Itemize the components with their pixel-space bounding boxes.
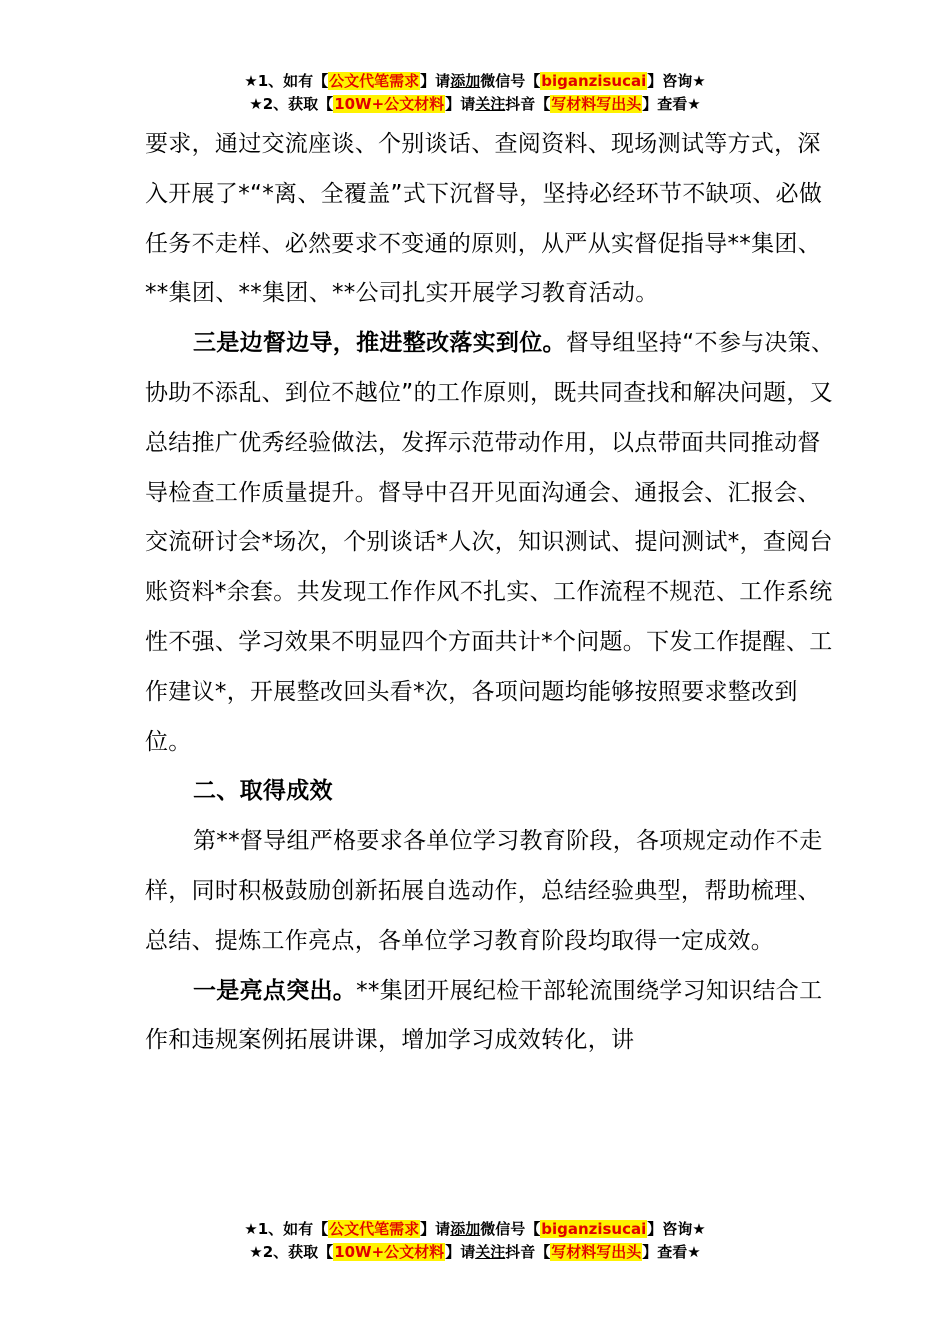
promo-text: 】咨询★ (647, 1220, 706, 1238)
paragraph-4 (145, 967, 835, 1067)
paragraph-2-text: 督导组坚持“不参与决策、协助不添乱、到位不越位”的工作原则，既共同查找和解决问题，又总结推广优秀经验做法，发挥示范带动作用，以点带面共同推动督导检查工作质量提升。督导中召开见面沟通会、通报会、汇报会、交流研讨会*场次，个别谈话*人次，知识测试、提问测试*，查阅台账资料*余套。共发现工作作风不扎实、工作流程不规范、工作系统性不强、学习效果不明显四个方面共计*个问题。下发工作提醒、工作建议*，开展整改回头看*次，各项问题均能够按照要求整改到位。 (145, 330, 835, 755)
promo-line-1 (0, 70, 950, 93)
promo-underline: 关注 (475, 1243, 506, 1261)
promo-highlight: 写材料写出头 (551, 95, 642, 113)
paragraph-4-lead: 一是亮点突出。 (193, 977, 357, 1004)
promo-text: 】请 (445, 95, 476, 113)
promo-line-1 (0, 1218, 950, 1241)
paragraph-2 (145, 319, 835, 767)
promo-text: 】请 (445, 1243, 476, 1261)
promo-text: 】请 (420, 72, 451, 90)
promo-highlight: 10W+公文材料 (334, 95, 445, 113)
promo-highlight: 公文代笔需求 (329, 72, 420, 90)
promo-line-2 (0, 93, 950, 116)
paragraph-4-text: **集团开展纪检干部轮流围绕学习知识结合工作和违规案例拓展讲课，增加学习成效转化，讲 (145, 977, 823, 1054)
promo-text: ★2、获取【 (249, 1243, 334, 1261)
paragraph-3: 第**督导组严格要求各单位学习教育阶段，各项规定动作不走样，同时积极鼓励创新拓展自选动作，总结经验典型，帮助梳理、总结、提炼工作亮点，各单位学习教育阶段均取得一定成效。 (145, 828, 823, 954)
promo-text: 】请 (420, 1220, 451, 1238)
promo-highlight: 公文代笔需求 (329, 1220, 420, 1238)
promo-banner-bottom (0, 1218, 950, 1264)
promo-text: ★1、如有【 (244, 1220, 329, 1238)
promo-text: 抖音【 (505, 95, 551, 113)
promo-highlight: biganzisucai (541, 72, 647, 90)
promo-text: 】查看★ (642, 95, 701, 113)
promo-text: 】咨询★ (647, 72, 706, 90)
promo-highlight: 写材料写出头 (551, 1243, 642, 1261)
promo-text: 微信号【 (480, 72, 541, 90)
promo-underline: 关注 (475, 95, 506, 113)
promo-text: ★2、获取【 (249, 95, 334, 113)
promo-highlight: 10W+公文材料 (334, 1243, 445, 1261)
promo-underline: 添加 (450, 1220, 481, 1238)
promo-text: 微信号【 (480, 1220, 541, 1238)
paragraph-2-lead: 三是边督边导，推进整改落实到位。 (193, 330, 566, 357)
promo-banner-top (0, 70, 950, 116)
paragraph-1: 要求，通过交流座谈、个别谈话、查阅资料、现场测试等方式，深入开展了*“*离、全覆盖”式下沉督导，坚持必经环节不缺项、必做任务不走样、必然要求不变通的原则，从严从实督促指导**集团、**集团、**集团、**公司扎实开展学习教育活动。 (145, 131, 823, 307)
promo-text: ★1、如有【 (244, 72, 329, 90)
document-body (145, 120, 835, 1066)
promo-text: 】查看★ (642, 1243, 701, 1261)
promo-underline: 添加 (450, 72, 481, 90)
section-heading-2: 二、取得成效 (193, 778, 333, 805)
promo-highlight: biganzisucai (541, 1220, 647, 1238)
promo-line-2 (0, 1241, 950, 1264)
promo-text: 抖音【 (505, 1243, 551, 1261)
